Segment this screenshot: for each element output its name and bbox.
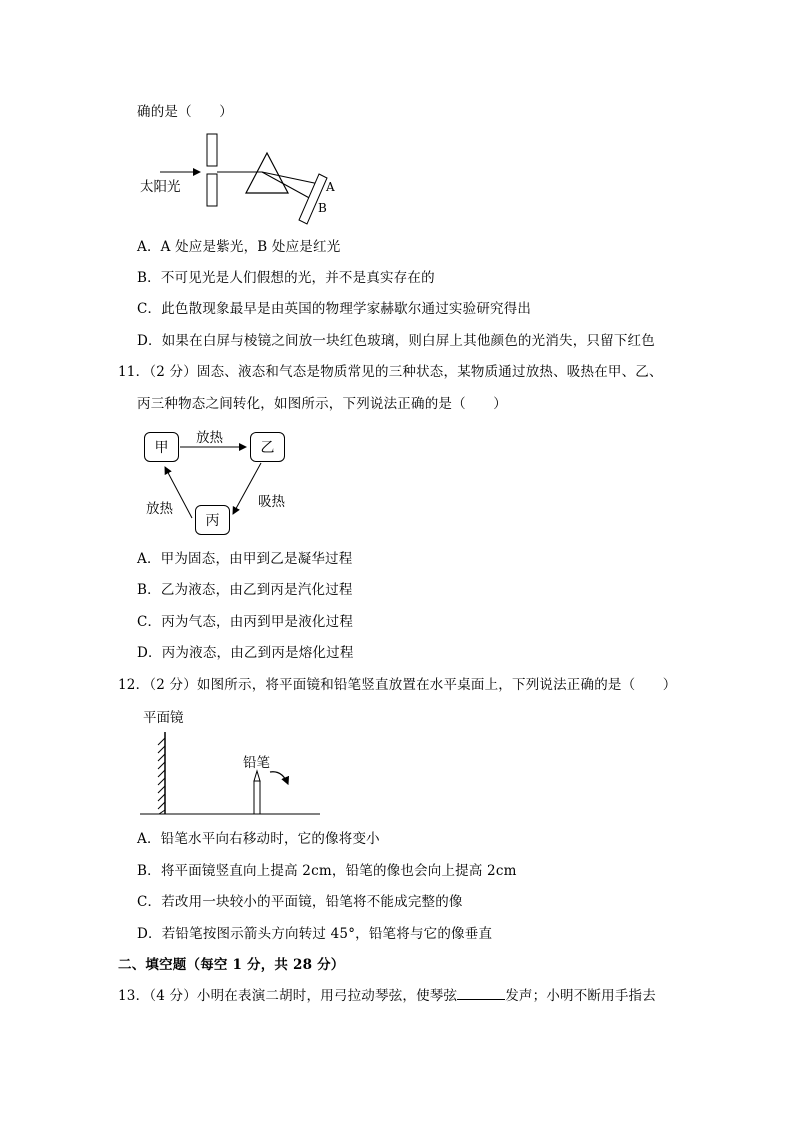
q10-option-c: C．此色散现象最早是由英国的物理学家赫歇尔通过实验研究得出: [137, 301, 532, 317]
mirror-hatching: [158, 738, 165, 814]
screen-label-b: B: [318, 201, 327, 215]
screen-label-a: A: [326, 180, 335, 194]
q11-option-b: B．乙为液态，由乙到丙是汽化过程: [137, 582, 353, 598]
arrow-label-release-top: 放热: [196, 430, 223, 446]
q13-text-after: 发声；小明不断用手指去: [505, 988, 656, 1004]
q12-stem-line1: 12．（2 分）如图所示，将平面镜和铅笔竖直放置在水平桌面上，下列说法正确的是（ ）: [118, 677, 677, 693]
pencil-label: 铅笔: [243, 755, 270, 771]
state-box-bing: 丙: [195, 505, 230, 535]
sunlight-label: 太阳光: [140, 179, 181, 195]
q12-option-b: B．将平面镜竖直向上提高 2cm，铅笔的像也会向上提高 2cm: [137, 863, 517, 879]
q12-option-d: D．若铅笔按图示箭头方向转过 45°，铅笔将与它的像垂直: [137, 926, 493, 942]
state-box-jia: 甲: [144, 432, 179, 462]
arrow-label-release-left: 放热: [146, 501, 173, 517]
q10-continuation: 确的是（ ）: [137, 104, 233, 120]
q13-text-before: 13．（4 分）小明在表演二胡时，用弓拉动琴弦，使琴弦: [118, 988, 458, 1004]
rotation-arrow: [270, 772, 288, 784]
state-box-yi: 乙: [250, 432, 285, 462]
q11-option-c: C．丙为气态，由丙到甲是液化过程: [137, 614, 354, 630]
pencil-icon: [254, 771, 260, 814]
q11-stem-line1: 11．（2 分）固态、液态和气态是物质常见的三种状态，某物质通过放热、吸热在甲、乙、: [118, 364, 663, 380]
q10-option-b: B．不可见光是人们假想的光，并不是真实存在的: [137, 270, 435, 286]
q10-option-d: D．如果在白屏与棱镜之间放一块红色玻璃，则白屏上其他颜色的光消失，只留下红色: [137, 333, 655, 349]
q11-option-d: D．丙为液态，由乙到丙是熔化过程: [137, 645, 354, 661]
q11-option-a: A．甲为固态，由甲到乙是凝华过程: [137, 551, 353, 567]
mirror-label: 平面镜: [143, 710, 184, 726]
q10-option-a: A．A 处应是紫光，B 处应是红光: [137, 239, 341, 255]
section-title-fill-in: 二、填空题（每空 1 分，共 28 分）: [118, 957, 345, 973]
q13-answer-blank[interactable]: [457, 987, 505, 1000]
q13-stem-line1: [118, 987, 656, 1005]
q12-option-c: C．若改用一块较小的平面镜，铅笔将不能成完整的像: [137, 894, 463, 910]
q12-option-a: A．铅笔水平向右移动时，它的像将变小: [137, 831, 380, 847]
q11-stem-line2: 丙三种物态之间转化，如图所示，下列说法正确的是（ ）: [137, 396, 507, 412]
arrow-label-absorb: 吸热: [258, 494, 285, 510]
